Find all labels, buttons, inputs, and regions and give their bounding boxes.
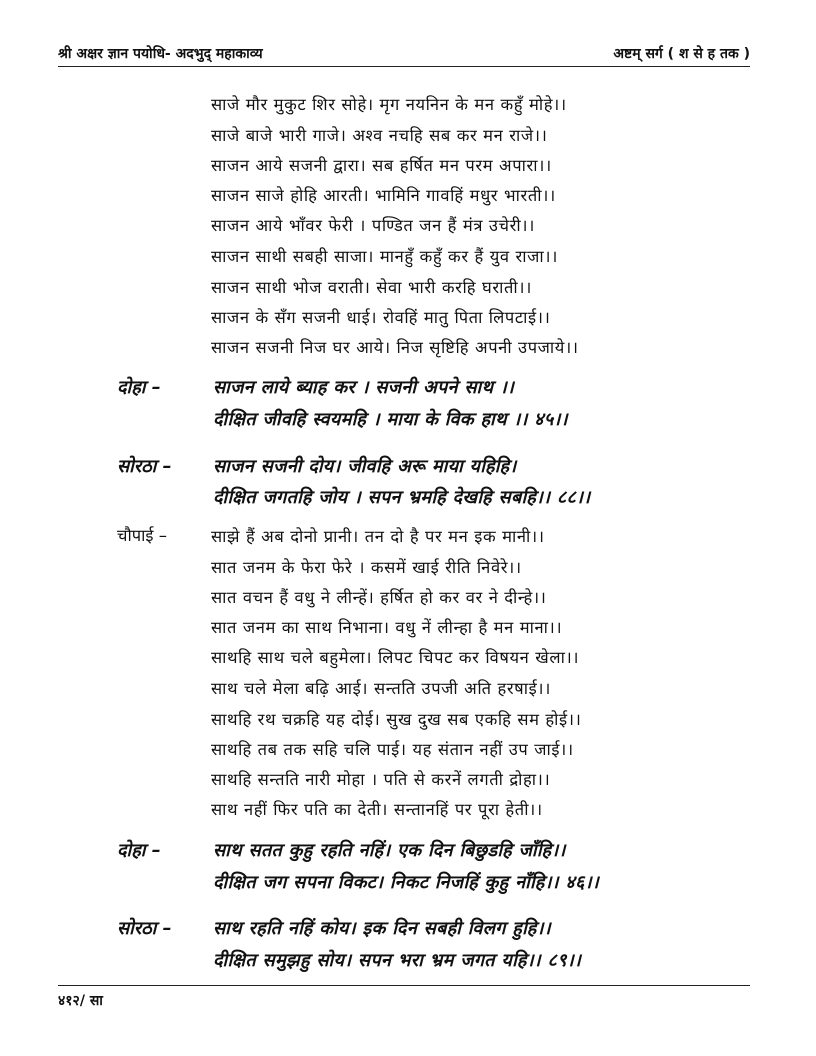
page-header [58,44,750,67]
chaupai-line: साथ नहीं फिर पति का देती। सन्तानहिं पर पूरा हेती।। [211,800,543,819]
verse-line: साजे बाजे भारी गाजे। अश्व नचहि सब कर मन राजे।। [211,126,548,145]
verse-line: साजन साथी सबही साजा। मानहुँ कहुँ कर हैं युव राजा।। [211,247,558,266]
soratha-line: दीक्षित समुझहु सोय। सपन भरा भ्रम जगत यहि।। ८९।। [213,950,582,971]
soratha-line: साथ रहति नहिं कोय। इक दिन सबही विलग हुहि।। [213,918,551,939]
chaupai-line: सात जनम का साथ निभाना। वधु नें लीन्हा है मन माना।। [211,618,563,637]
chapter-title: अष्टम् सर्ग ( श से ह तक ) [613,46,750,62]
doha-label: दोहा – [117,840,161,861]
soratha-label: सोरठा – [117,456,172,477]
doha-line: दीक्षित जग सपना विकट। निकट निजहिं कुहु नाँहि।। ४६।। [213,872,599,893]
chaupai-line: साथहि रथ चक्रहि यह दोई। सुख दुख सब एकहि सम होई।। [211,710,582,729]
doha-line: दीक्षित जीवहि स्वयमहि । माया के विक हाथ ।। ४५।। [213,409,568,430]
chaupai-line: साथहि सन्तति नारी मोहा । पति से करनें लगती द्रोहा।। [211,770,551,789]
chaupai-line: साथ चले मेला बढ़ि आई। सन्तति उपजी अति हरषाई।। [211,679,551,698]
chaupai-line: साथहि साथ चले बहुमेला। लिपट चिपट कर विषयन खेला।। [211,648,580,667]
verse-line: साजन सजनी निज घर आये। निज सृष्टिहि अपनी उपजाये।। [211,338,579,357]
soratha-label: सोरठा – [117,918,172,939]
verse-line: साजन के सँग सजनी धाई। रोवहिं मातु पिता लिपटाई।। [211,308,551,327]
page-number: ४१२/ सा [58,993,103,1009]
chaupai-line: सात जनम के फेरा फेरे । कसमें खाई रीति निवेरे।। [211,558,522,577]
soratha-line: साजन सजनी दोय। जीवहि अरू माया यहिहि। [213,456,517,477]
doha-line: साथ सतत कुहु रहति नहिं। एक दिन बिछुडहि जाँहि।। [213,840,566,861]
verse-line: साजे मौर मुकुट शिर सोहे। मृग नयनिन के मन कहुँ मोहे।। [211,95,567,114]
soratha-line: दीक्षित जगतहि जोय । सपन भ्रमहि देखहि सबहि।। ८८।। [213,487,591,508]
chaupai-label: चौपाई – [117,526,167,545]
verse-line: साजन साजे होहि आरती। भामिनि गावहिं मधुर भारती।। [211,186,556,205]
verse-line: साजन साथी भोज वराती। सेवा भारी करहि घराती।। [211,278,532,297]
book-title: श्री अक्षर ज्ञान पयोधि- अदभुद् महाकाव्य [58,46,263,62]
chaupai-line: सात वचन हैं वधु ने लीन्हें। हर्षित हो कर वर ने दीन्हे।। [211,588,547,607]
doha-line: साजन लाये ब्याह कर । सजनी अपने साथ ।। [213,377,515,398]
verse-line: साजन आये सजनी द्वारा। सब हर्षित मन परम अपारा।। [211,156,552,175]
footer-divider [58,985,750,986]
verse-line: साजन आये भाँवर फेरी । पण्डित जन हैं मंत्र उचेरी।। [211,216,535,235]
chaupai-line: साझे हैं अब दोनो प्रानी। तन दो है पर मन इक मानी।। [211,527,545,546]
chaupai-line: साथहि तब तक सहि चलि पाई। यह संतान नहीं उप जाई।। [211,740,574,759]
doha-label: दोहा – [117,377,161,398]
